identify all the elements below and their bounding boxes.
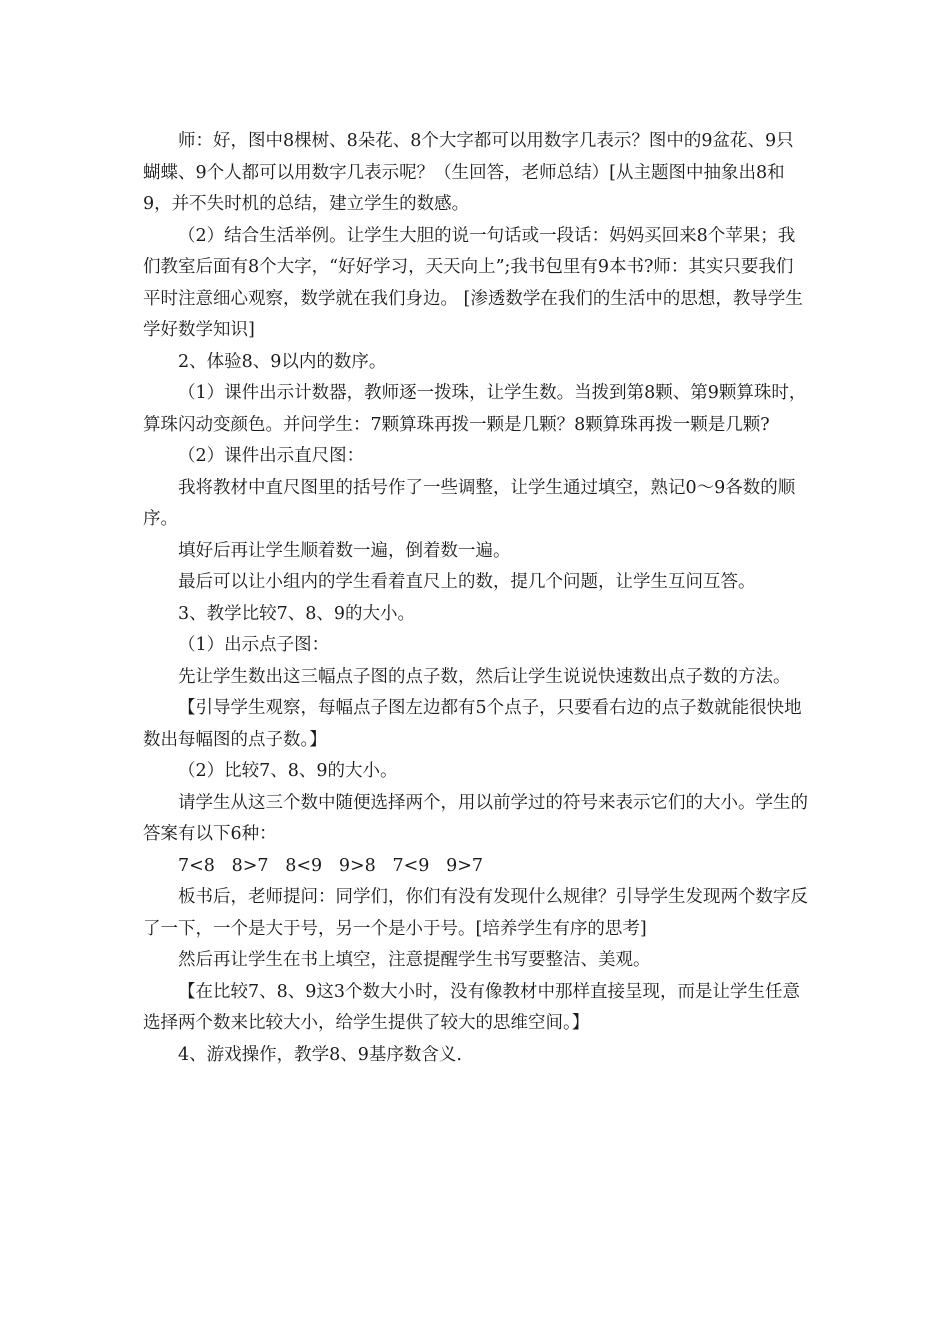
paragraph: 板书后，老师提问：同学们，你们有没有发现什么规律？引导学生发现两个数字反了一下，一个是大于号，另一个是小于号。[培养学生有序的思考] <box>143 887 808 939</box>
paragraph: 先让学生数出这三幅点子图的点子数，然后让学生说说快速数出点子数的方法。 <box>178 666 791 687</box>
paragraph: 【引导学生观察，每幅点子图左边都有5个点子，只要看右边的点子数就能很快地数出每幅图的点子数。】 <box>143 698 802 750</box>
paragraph: 师：好，图中8棵树、8朵花、8个大字都可以用数字几表示？图中的9盆花、9只蝴蝶、9个人都可以用数字几表示呢？（生回答，老师总结）[从主题图中抽象出8和9，并不失时机的总结，建立学生的数感。 <box>143 131 794 214</box>
paragraph: 2、体验8、9以内的数序。 <box>178 351 387 372</box>
paragraph: （1）出示点子图： <box>178 635 330 655</box>
paragraph: （2）比较7、8、9的大小。 <box>178 761 398 781</box>
document-body <box>143 126 808 1071</box>
paragraph: 填好后再让学生顺着数一遍，倒着数一遍。 <box>178 540 511 561</box>
paragraph: 然后再让学生在书上填空，注意提醒学生书写要整洁、美观。 <box>178 950 651 970</box>
paragraph: （1）课件出示计数器，教师逐一拨珠，让学生数。当拨到第8颗、第9颗算珠时，算珠闪动变颜色。并问学生：7颗算珠再拨一颗是几颗？8颗算珠再拨一颗是几颗? <box>143 383 807 435</box>
paragraph: 请学生从这三个数中随便选择两个，用以前学过的符号来表示它们的大小。学生的答案有以下6种： <box>143 792 808 844</box>
paragraph: 最后可以让小组内的学生看着直尺上的数，提几个问题，让学生互问互答。 <box>178 572 756 592</box>
paragraph: （2）结合生活举例。让学生大胆的说一句话或一段话：妈妈买回来8个苹果；我们教室后面有8个大字，“好好学习，天天向上”;我书包里有9本书?师：其实只要我们平时注意细心观察，数学就在我们身边。 [渗透数学在我们的生活中的思想，教导学生学好数学知识] <box>143 225 803 340</box>
paragraph: 【在比较7、8、9这3个数大小时，没有像教材中那样直接呈现，而是让学生任意选择两个数来比较大小，给学生提供了较大的思维空间。】 <box>143 981 801 1033</box>
comparison-answers: 7<8 8>7 8<9 9>8 7<9 9>7 <box>178 855 484 876</box>
paragraph: （2）课件出示直尺图： <box>178 446 365 466</box>
paragraph: 3、教学比较7、8、9的大小。 <box>178 603 416 624</box>
paragraph: 我将教材中直尺图里的括号作了一些调整，让学生通过填空，熟记0～9各数的顺序。 <box>143 477 796 529</box>
paragraph: 4、游戏操作，教学8、9基序数含义. <box>178 1044 462 1065</box>
